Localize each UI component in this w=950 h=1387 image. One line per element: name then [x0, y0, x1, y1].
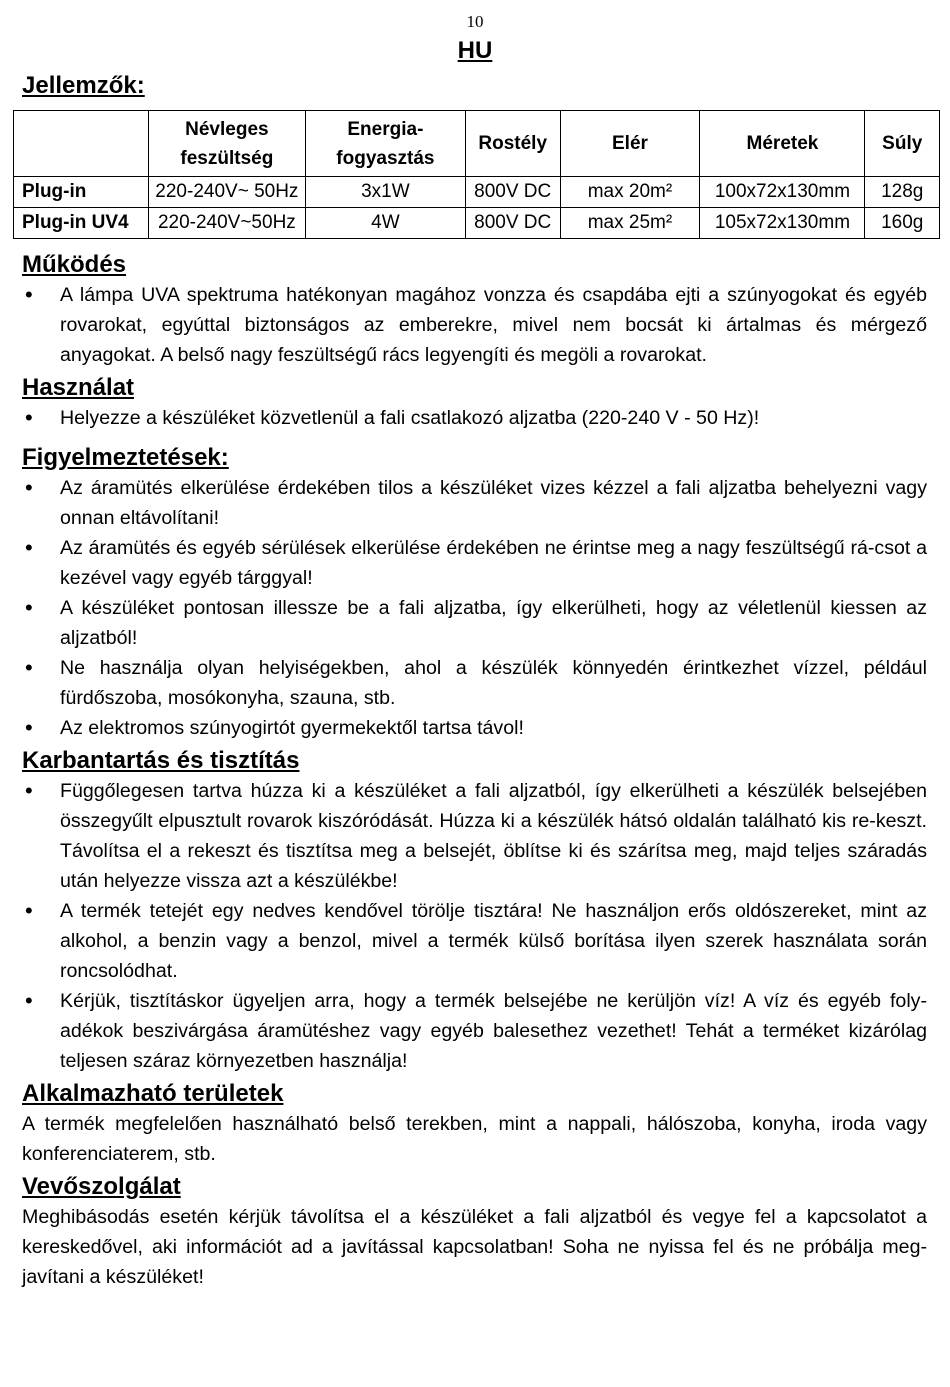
list-item: • Az elektromos szúnyogirtót gyermekektől tartsa távol!: [22, 713, 927, 743]
list-item: • A lámpa UVA spektruma hatékonyan magához vonzza és csapdába ejti a szúnyogokat és egyéb rovarokat, egyúttal biztonságos az emberekre, mivel nem bocsát ki ártalmas és mérgező anyagokat. A belső nagy feszültségű rács legyengíti és megöli a rovarokat.: [22, 280, 927, 370]
table-cell: max 20m²: [560, 177, 700, 208]
table-cell: 800V DC: [465, 208, 560, 239]
table-row: [14, 177, 940, 208]
header-grid: Rostély: [465, 111, 560, 177]
list-item: • Helyezze a készüléket közvetlenül a fali csatlakozó aljzatba (220-240 V - 50 Hz)!: [22, 403, 927, 433]
list-item: • A készüléket pontosan illessze be a fali aljzatba, így elkerülheti, hogy az véletlenül kiessen az aljzatból!: [22, 593, 927, 653]
section-title-service: Vevőszolgálat: [22, 1173, 181, 1200]
table-cell: 160g: [865, 208, 940, 239]
table-row: [14, 208, 940, 239]
header-empty: [14, 111, 149, 177]
section-title-applications: Alkalmazható területek: [22, 1080, 284, 1107]
header-weight: Súly: [865, 111, 940, 177]
list-item: • Az áramütés elkerülése érdekében tilos a készüléket vizes kézzel a fali aljzatba behelyezni vagy onnan eltávolítani!: [22, 473, 927, 533]
header-power: Energia- fogyasztás: [305, 111, 465, 177]
section-title-usage: Használat: [22, 374, 135, 401]
header-dimensions: Méretek: [700, 111, 865, 177]
list-item: • Az áramütés és egyéb sérülések elkerülése érdekében ne érintse meg a nagy feszültségű rá-csot a kezével vagy egyéb tárggyal!: [22, 533, 927, 593]
table-cell: 220-240V~50Hz: [148, 208, 305, 239]
list-item: • Kérjük, tisztításkor ügyeljen arra, hogy a termék belsejébe ne kerüljön víz! A víz és egyéb foly-adékok beszivárgása áramütéshez vagy egyéb balesethez vezethet! Tehát a terméket kizárólag teljesen száraz környezetben használja!: [22, 986, 927, 1076]
spec-table: [13, 110, 940, 239]
table-cell: 100x72x130mm: [700, 177, 865, 208]
table-cell: 105x72x130mm: [700, 208, 865, 239]
list-item: • Függőlegesen tartva húzza ki a készüléket a fali aljzatból, így elkerülheti a készülék belsejében összegyűlt elpusztult rovarok kiszóródását. Húzza ki a készülék hátsó oldalán található kis re-keszt. Távolítsa el a rekeszt és tisztítsa meg a belsejét, öblítse ki és szárítsa meg, majd teljes száradás után helyezze vissza azt a készülékbe!: [22, 776, 927, 896]
table-cell-model: Plug-in: [14, 177, 149, 208]
section-title-warnings: Figyelmeztetések:: [22, 444, 229, 471]
table-cell: 3x1W: [305, 177, 465, 208]
table-cell: 220-240V~ 50Hz: [148, 177, 305, 208]
maintenance-list: [22, 776, 927, 1076]
spec-header-row: [14, 111, 940, 177]
applications-text: A termék megfelelően használható belső terekben, mint a nappali, hálószoba, konyha, iroda vagy konferenciaterem, stb.: [22, 1113, 927, 1165]
table-cell: 128g: [865, 177, 940, 208]
table-cell-model: Plug-in UV4: [14, 208, 149, 239]
section-title-maintenance: Karbantartás és tisztítás: [22, 747, 300, 774]
service-text: Meghibásodás esetén kérjük távolítsa el a készüléket a fali aljzatból és vegye fel a kapcsolatot a kereskedővel, aki információt ad a javítással kapcsolatban! Soha ne nyissa fel és ne próbálja meg-javítani a készüléket!: [22, 1206, 927, 1288]
warnings-list: [22, 473, 927, 743]
operation-list: [22, 280, 927, 370]
document-body: [22, 250, 927, 1292]
header-voltage: Névleges feszültség: [148, 111, 305, 177]
language-code: HU: [457, 37, 493, 64]
list-item: • A termék tetejét egy nedves kendővel törölje tisztára! Ne használjon erős oldószereket, mint az alkohol, a benzin vagy a benzol, mivel a termék külső borítása ilyen szerek használata során roncsolódhat.: [22, 896, 927, 986]
usage-list: [22, 403, 927, 433]
header-range: Elér: [560, 111, 700, 177]
list-item: • Ne használja olyan helyiségekben, ahol a készülék könnyedén érintkezhet vízzel, például fürdőszoba, mosókonyha, szauna, stb.: [22, 653, 927, 713]
features-title: Jellemzők:: [22, 72, 145, 99]
section-title-operation: Működés: [22, 251, 127, 278]
table-cell: max 25m²: [560, 208, 700, 239]
table-cell: 4W: [305, 208, 465, 239]
table-cell: 800V DC: [465, 177, 560, 208]
page-number: 10: [466, 12, 484, 31]
